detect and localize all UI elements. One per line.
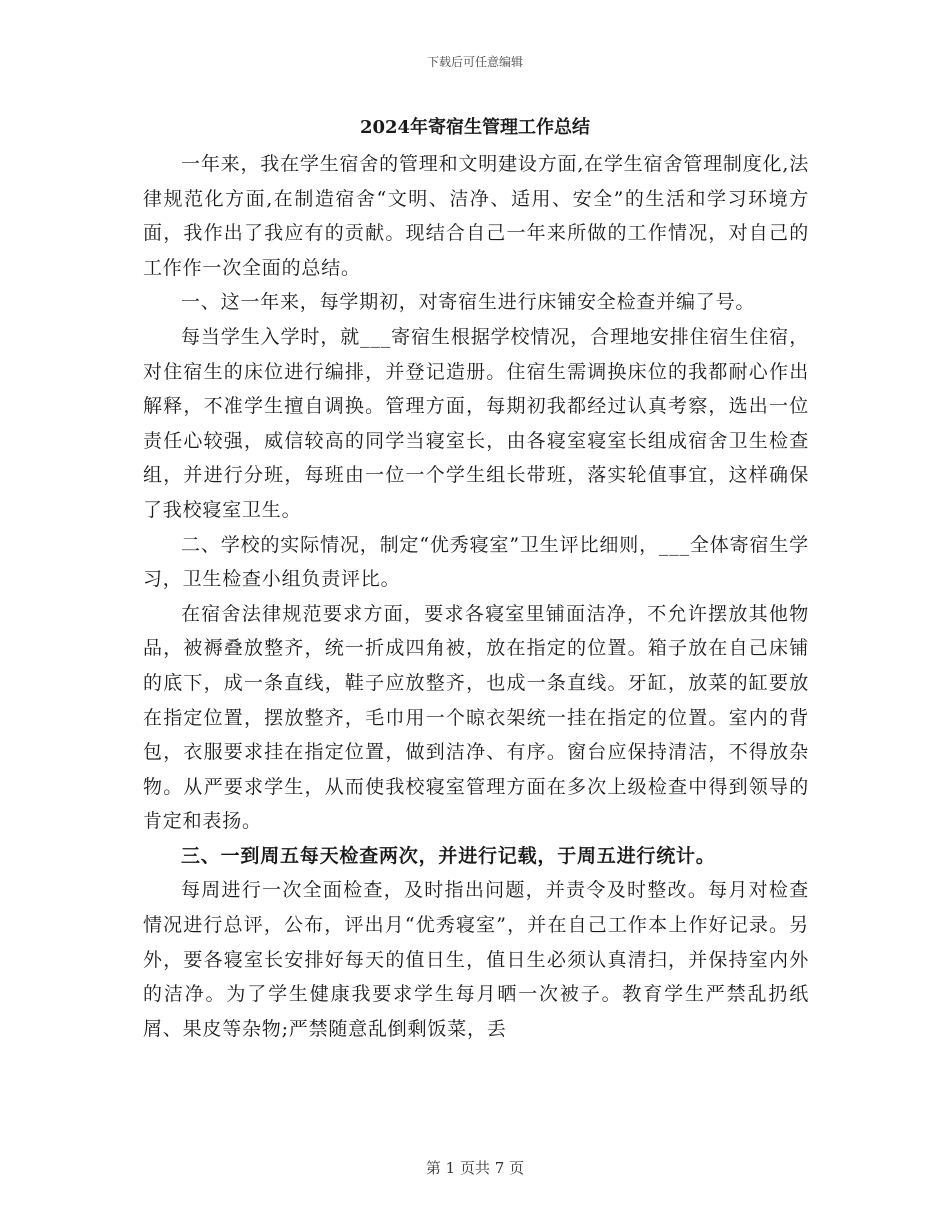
paragraph-section-1-heading: 一、这一年来，每学期初，对寄宿生进行床铺安全检查并编了号。 — [181, 291, 756, 314]
paragraph-section-2-heading: 二、学校的实际情况，制定“优秀寝室”卫生评比细则，___全体寄宿生学习，卫生检查小组负责评比。 — [143, 533, 809, 591]
paragraph-intro: 一年来，我在学生宿舍的管理和文明建设方面,在学生宿舍管理制度化,法律规范化方面,在制造宿舍“文明、洁净、适用、安全”的生活和学习环境方面，我作出了我应有的贡献。现结合自己一年来所做的工作情况，对自己的工作作一次全面的总结。 — [143, 153, 809, 279]
paragraph-section-1-body: 每当学生入学时，就___寄宿生根据学校情况，合理地安排住宿生住宿，对住宿生的床位进行编排，并登记造册。住宿生需调换床位的我都耐心作出解释，不准学生擅自调换。管理方面，每期初我都经过认真考察，选出一位责任心较强，威信较高的同学当寝室长，由各寝室寝室长组成宿舍卫生检查组，并进行分班，每班由一位一个学生组长带班，落实轮值事宜，这样确保了我校寝室卫生。 — [143, 325, 809, 521]
page-number-footer: 第 1 页共 7 页 — [425, 1159, 525, 1177]
paragraph-section-3-heading: 三、一到周五每天检查两次，并进行记载，于周五进行统计。 — [181, 844, 716, 867]
paragraph-section-2-body: 在宿舍法律规范要求方面，要求各寝室里铺面洁净，不允许摆放其他物品，被褥叠放整齐，统一折成四角被，放在指定的位置。箱子放在自己床铺的底下，成一条直线，鞋子应放整齐，也成一条直线。牙缸，放菜的缸要放在指定位置，摆放整齐，毛巾用一个晾衣架统一挂在指定的位置。室内的背包，衣服要求挂在指定位置，做到洁净、有序。窗台应保持清洁，不得放杂物。从严要求学生，从而使我校寝室管理方面在多次上级检查中得到领导的肯定和表扬。 — [143, 602, 809, 833]
document-title: 2024年寄宿生管理工作总结 — [359, 117, 591, 138]
page-header-note: 下载后可任意编辑 — [426, 55, 523, 69]
paragraph-section-3-body: 每周进行一次全面检查，及时指出问题，并责令及时整改。每月对检查情况进行总评，公布，评出月“优秀寝室”，并在自己工作本上作好记录。另外，要各寝室长安排好每天的值日生，值日生必须认真清扫，并保持室内外的洁净。为了学生健康我要求学生每月晒一次被子。教育学生严禁乱扔纸屑、果皮等杂物;严禁随意乱倒剩饭菜，丢 — [143, 879, 809, 1040]
document-body — [143, 147, 809, 1046]
